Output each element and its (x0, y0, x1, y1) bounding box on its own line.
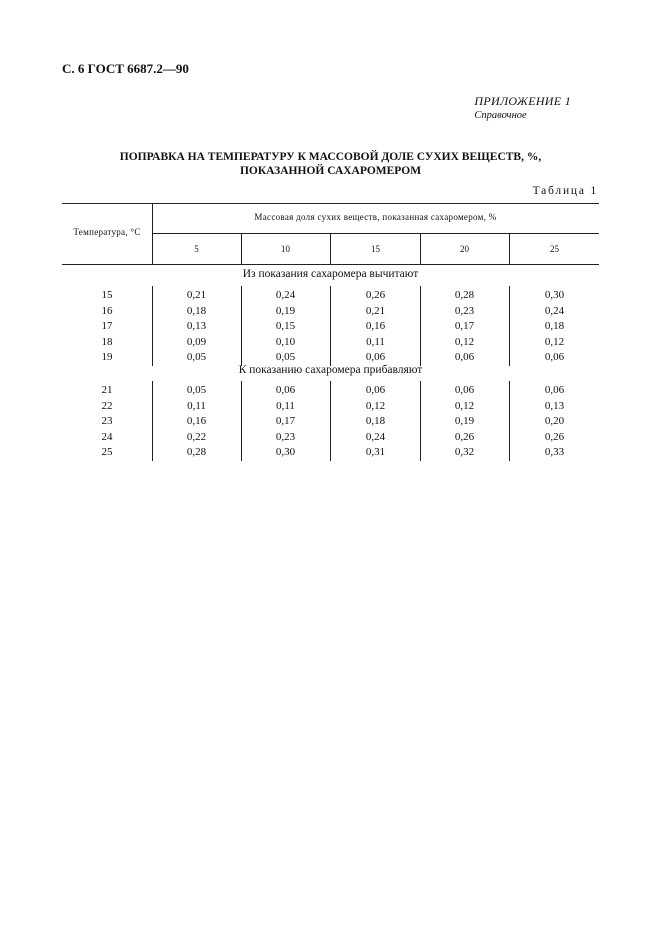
value-cell: 0,20 (544, 415, 565, 427)
value-cell: 0,28 (454, 289, 475, 301)
value-cell: 0,12 (454, 399, 475, 412)
appendix-label: ПРИЛОЖЕНИЕ 1 (474, 94, 571, 108)
temperature-header: Температура, °С (73, 227, 141, 237)
value-cell: 0,10 (275, 335, 296, 348)
value-cell: 0,06 (454, 384, 475, 396)
value-cell: 0,18 (186, 304, 207, 317)
column-header: 15 (371, 244, 380, 254)
temperature-cell: 15 (101, 289, 113, 301)
temperature-cell: 16 (101, 304, 113, 317)
value-cell: 0,23 (275, 430, 296, 443)
value-cell: 0,22 (186, 430, 207, 443)
value-cell: 0,33 (544, 446, 565, 458)
section-label: Из показания сахаромера вычитают (242, 268, 419, 280)
value-cell: 0,05 (186, 384, 207, 396)
value-cell: 0,24 (275, 289, 296, 301)
value-cell: 0,11 (187, 399, 206, 412)
value-cell: 0,12 (365, 399, 386, 412)
value-cell: 0,17 (454, 320, 475, 332)
temperature-cell: 23 (101, 415, 113, 427)
value-cell: 0,06 (275, 384, 296, 396)
value-cell: 0,12 (544, 335, 565, 348)
value-cell: 0,06 (454, 351, 475, 363)
value-cell: 0,19 (275, 304, 296, 317)
temperature-cell: 25 (101, 446, 113, 458)
value-cell: 0,06 (544, 351, 565, 363)
column-header: 20 (460, 244, 469, 254)
value-cell: 0,15 (275, 320, 296, 332)
appendix-block (474, 94, 571, 121)
value-cell: 0,30 (275, 446, 296, 458)
value-cell: 0,16 (186, 415, 207, 427)
value-cell: 0,30 (544, 289, 565, 301)
table-title-line-2: ПОКАЗАННОЙ САХАРОМЕРОМ (239, 165, 422, 177)
header-mid-rule (152, 233, 599, 234)
appendix-type: Справочное (474, 110, 527, 121)
value-cell: 0,17 (275, 415, 296, 427)
table-title-line-1: ПОПРАВКА НА ТЕМПЕРАТУРУ К МАССОВОЙ ДОЛЕ СУХИХ ВЕЩЕСТВ, %, (119, 151, 542, 163)
value-cell: 0,13 (544, 399, 565, 412)
value-cell: 0,19 (454, 415, 475, 427)
value-cell: 0,11 (366, 335, 385, 348)
temperature-cell: 18 (101, 335, 113, 348)
value-cell: 0,23 (454, 304, 475, 317)
value-cell: 0,21 (365, 304, 386, 317)
value-cell: 0,28 (186, 446, 207, 458)
temperature-cell: 24 (101, 430, 113, 443)
temperature-cell: 22 (101, 399, 113, 412)
value-cell: 0,06 (365, 384, 386, 396)
table-caption: Таблица 1 (532, 185, 598, 197)
column-header: 25 (550, 244, 559, 254)
value-cell: 0,06 (365, 351, 386, 363)
value-cell: 0,26 (544, 430, 565, 443)
value-cell: 0,26 (365, 289, 386, 301)
temperature-cell: 19 (101, 351, 113, 363)
mass-fraction-header: Массовая доля сухих веществ, показанная сахаромером, % (254, 212, 497, 222)
header-bottom-rule (62, 264, 599, 265)
page-header: С. 6 ГОСТ 6687.2—90 (62, 61, 189, 76)
value-cell: 0,24 (544, 304, 565, 317)
value-cell: 0,18 (365, 415, 386, 427)
value-cell: 0,16 (365, 320, 386, 332)
section-label: К показанию сахаромера прибавляют (238, 364, 423, 376)
value-cell: 0,24 (365, 430, 386, 443)
value-cell: 0,06 (544, 384, 565, 396)
value-cell: 0,12 (454, 335, 475, 348)
value-cell: 0,32 (454, 446, 475, 458)
table-top-rule (62, 203, 599, 204)
value-cell: 0,11 (276, 399, 295, 412)
value-cell: 0,18 (544, 320, 565, 332)
value-cell: 0,21 (186, 289, 207, 301)
value-cell: 0,13 (186, 320, 207, 332)
temperature-cell: 17 (101, 320, 113, 332)
column-header: 5 (194, 244, 199, 254)
value-cell: 0,09 (186, 335, 207, 348)
column-header: 10 (281, 244, 290, 254)
table-title (0, 150, 661, 178)
temperature-cell: 21 (101, 384, 113, 396)
value-cell: 0,05 (275, 351, 296, 363)
value-cell: 0,26 (454, 430, 475, 443)
value-cell: 0,05 (186, 351, 207, 363)
value-cell: 0,31 (365, 446, 386, 458)
